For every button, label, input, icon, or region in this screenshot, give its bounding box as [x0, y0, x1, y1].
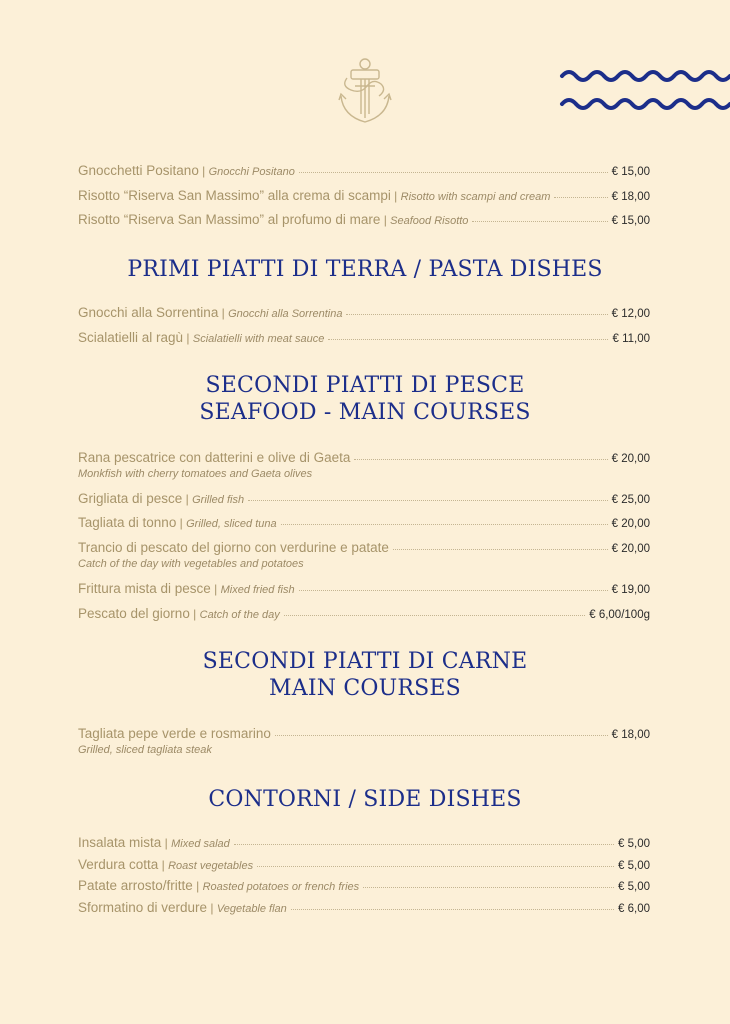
- item-price: € 20,00: [611, 518, 650, 530]
- item-translation: Catch of the day: [199, 609, 280, 621]
- item-name: Risotto “Riserva San Massimo” alla crema di scampi: [78, 188, 391, 203]
- item-price: € 20,00: [611, 543, 650, 555]
- item-name: Patate arrosto/fritte: [78, 878, 193, 893]
- dot-leader: [346, 314, 607, 315]
- section-title: CONTORNI / SIDE DISHES: [208, 787, 522, 812]
- dot-leader: [291, 909, 614, 910]
- dot-leader: [554, 197, 607, 198]
- item-name: Rana pescatrice con datterini e olive di Gaeta: [78, 450, 351, 465]
- item-subtitle: Grilled, sliced tagliata steak: [78, 744, 212, 756]
- dot-leader: [472, 221, 607, 222]
- menu-item: [78, 540, 650, 571]
- item-price: € 5,00: [618, 838, 650, 850]
- menu-item: Tagliata di tonno | Grilled, sliced tuna € 20,00: [78, 515, 650, 530]
- item-translation: Seafood Risotto: [390, 215, 469, 227]
- item-price: € 15,00: [611, 215, 650, 227]
- menu-item: Pescato del giorno | Catch of the day € 6,00/100g: [78, 606, 650, 621]
- item-price: € 12,00: [611, 308, 650, 320]
- item-subtitle: Monkfish with cherry tomatoes and Gaeta olives: [78, 468, 313, 480]
- item-name: Trancio di pescato del giorno con verdurine e patate: [78, 540, 389, 555]
- anchor-icon: [337, 56, 393, 126]
- item-name: Sformatino di verdure: [78, 900, 208, 915]
- item-name: Frittura mista di pesce: [78, 581, 211, 596]
- dot-leader: [275, 735, 608, 736]
- dot-leader: [284, 615, 586, 616]
- waves-icon: [558, 64, 730, 114]
- item-translation: Vegetable flan: [216, 903, 287, 915]
- item-name: Gnocchetti Positano: [78, 163, 199, 178]
- dot-leader: [363, 887, 614, 888]
- item-name: Tagliata pepe verde e rosmarino: [78, 726, 271, 741]
- item-name: Risotto “Riserva San Massimo” al profumo di mare: [78, 212, 381, 227]
- menu-item: Sformatino di verdure | Vegetable flan € 6,00: [78, 900, 650, 915]
- dot-leader: [299, 172, 608, 173]
- item-price: € 15,00: [611, 166, 650, 178]
- dot-leader: [299, 590, 608, 591]
- section-title: SECONDI PIATTI DI CARNE MAIN COURSES: [202, 649, 528, 701]
- item-price: € 6,00: [618, 903, 650, 915]
- section-title: PRIMI PIATTI DI TERRA / PASTA DISHES: [127, 257, 603, 282]
- menu-item: Frittura mista di pesce | Mixed fried fish € 19,00: [78, 581, 650, 596]
- menu-item: [78, 726, 650, 757]
- section-title: SECONDI PIATTI DI PESCE SEAFOOD - MAIN COURSES: [199, 373, 531, 425]
- item-price: € 20,00: [611, 453, 650, 465]
- item-price: € 5,00: [618, 881, 650, 893]
- menu-item: Verdura cotta | Roast vegetables € 5,00: [78, 857, 650, 872]
- item-name: Gnocchi alla Sorrentina: [78, 305, 219, 320]
- menu-item: Gnocchi alla Sorrentina | Gnocchi alla Sorrentina € 12,00: [78, 305, 650, 320]
- item-name: Grigliata di pesce: [78, 491, 183, 506]
- item-translation: Grilled, sliced tuna: [186, 518, 277, 530]
- dot-leader: [281, 524, 608, 525]
- item-translation: Risotto with scampi and cream: [400, 191, 551, 203]
- dot-leader: [328, 339, 608, 340]
- dot-leader: [257, 866, 614, 867]
- item-translation: Mixed salad: [171, 838, 230, 850]
- item-translation: Gnocchi Positano: [208, 166, 295, 178]
- item-price: € 25,00: [611, 494, 650, 506]
- item-price: € 5,00: [618, 860, 650, 872]
- item-translation: Roasted potatoes or french fries: [202, 881, 360, 893]
- item-translation: Mixed fried fish: [220, 584, 295, 596]
- dot-leader: [248, 500, 608, 501]
- menu-item: Insalata mista | Mixed salad € 5,00: [78, 835, 650, 850]
- menu-item: Grigliata di pesce | Grilled fish € 25,00: [78, 491, 650, 506]
- dot-leader: [393, 549, 608, 550]
- dot-leader: [354, 459, 607, 460]
- item-translation: Scialatielli with meat sauce: [192, 333, 325, 345]
- item-subtitle: Catch of the day with vegetables and potatoes: [78, 558, 304, 570]
- dot-leader: [234, 844, 614, 845]
- menu-item: [78, 450, 650, 481]
- item-translation: Gnocchi alla Sorrentina: [228, 308, 343, 320]
- item-price: € 19,00: [611, 584, 650, 596]
- item-price: € 11,00: [612, 333, 650, 345]
- item-name: Insalata mista: [78, 835, 162, 850]
- menu-item: Patate arrosto/fritte | Roasted potatoes or french fries € 5,00: [78, 878, 650, 893]
- item-translation: Grilled fish: [192, 494, 245, 506]
- menu-item: Scialatielli al ragù | Scialatielli with meat sauce € 11,00: [78, 330, 650, 345]
- item-name: Verdura cotta: [78, 857, 159, 872]
- item-price: € 18,00: [611, 191, 650, 203]
- item-name: Scialatielli al ragù: [78, 330, 184, 345]
- item-price: € 6,00/100g: [589, 609, 650, 621]
- item-translation: Roast vegetables: [168, 860, 254, 872]
- item-price: € 18,00: [611, 729, 650, 741]
- item-name: Tagliata di tonno: [78, 515, 177, 530]
- menu-item: Gnocchetti Positano | Gnocchi Positano € 15,00: [78, 163, 650, 178]
- menu-item: Risotto “Riserva San Massimo” alla crema di scampi | Risotto with scampi and cream € 18,00: [78, 188, 650, 203]
- item-name: Pescato del giorno: [78, 606, 190, 621]
- menu-item: Risotto “Riserva San Massimo” al profumo di mare | Seafood Risotto € 15,00: [78, 212, 650, 227]
